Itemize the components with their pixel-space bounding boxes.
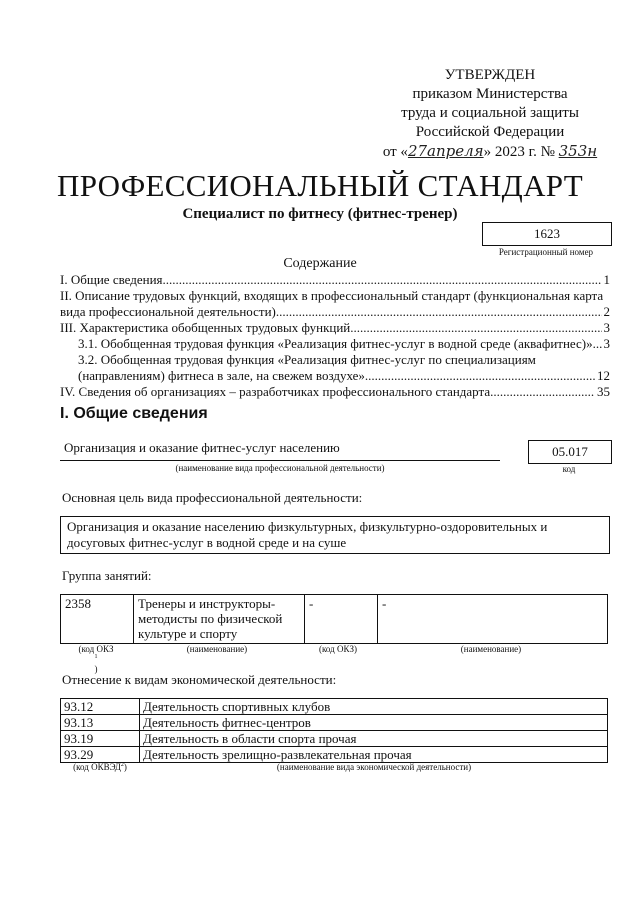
- table-row: 93.19 Деятельность в области спорта прочая: [61, 731, 608, 747]
- caption: (код ОКЗ): [319, 644, 357, 654]
- occupation-group-table: [60, 594, 608, 644]
- registration-number-label: Регистрационный номер: [498, 247, 594, 257]
- handwritten-month: апреля: [427, 142, 484, 160]
- economic-activity-captions: [60, 762, 608, 772]
- table-row: 93.29 Деятельность зрелищно-развлекательная прочая: [61, 747, 608, 763]
- table-row: [61, 595, 608, 644]
- occupation-group-label: Группа занятий:: [62, 568, 152, 583]
- table-cell: -: [378, 595, 608, 644]
- approval-date-line: от «27апреля» 2023 г. № 353н: [382, 142, 598, 160]
- toc-item[interactable]: 3.2. Обобщенная трудовая функция «Реализация фитнес-услуг по специализациям (направлениям) фитнеса в зале, на свежем воздухе» ..... 12: [60, 352, 610, 384]
- table-cell: -: [305, 595, 378, 644]
- divider: [60, 460, 500, 461]
- approval-title: УТВЕРЖДЕН: [444, 67, 536, 83]
- toc-item[interactable]: I. Общие сведения ..... 1: [60, 272, 610, 288]
- table-of-contents: [60, 272, 610, 400]
- approval-block: [380, 66, 600, 162]
- activity-kind-caption: (наименование вида профессиональной деятельности): [175, 463, 385, 473]
- caption: (наименование вида экономической деятельности): [276, 762, 472, 772]
- caption: (наименование): [186, 644, 248, 654]
- table-row: 93.13 Деятельность фитнес-центров: [61, 715, 608, 731]
- toc-item[interactable]: 3.1. Обобщенная трудовая функция «Реализация фитнес-услуг в водной среде (аквафитнес)» ..... 3: [60, 336, 610, 352]
- document-title: ПРОФЕССИОНАЛЬНЫЙ СТАНДАРТ: [57, 168, 583, 203]
- activity-code-caption: код: [562, 464, 576, 474]
- activity-kind: Организация и оказание фитнес-услуг населению: [64, 440, 340, 455]
- handwritten-order-number: 353н: [558, 142, 598, 160]
- table-cell: 2358: [61, 595, 134, 644]
- caption: (код ОКВЭД$^2$): [73, 762, 127, 772]
- table-row: 93.12 Деятельность спортивных клубов: [61, 699, 608, 715]
- economic-activity-table: [60, 698, 608, 763]
- toc-heading: Содержание: [283, 256, 357, 271]
- approval-line: Российской Федерации: [415, 124, 565, 140]
- toc-item[interactable]: II. Описание трудовых функций, входящих в профессиональный стандарт (функциональная карта вида профессиональной деятельности) ..... 2: [60, 288, 610, 320]
- goal-label: Основная цель вида профессиональной деятельности:: [62, 490, 363, 505]
- handwritten-day: 27: [407, 142, 428, 160]
- occupation-group-captions: [60, 644, 608, 674]
- goal-text-box: Организация и оказание населению физкультурных, физкультурно-оздоровительных и досуговых фитнес-услуг в водной среде и на суше: [60, 516, 610, 554]
- caption: (наименование): [460, 644, 522, 654]
- economic-activity-label: Отнесение к видам экономической деятельности:: [62, 672, 337, 687]
- registration-number-box: 1623: [482, 222, 612, 246]
- table-cell: Тренеры и инструкторы-методисты по физической культуре и спорту: [134, 595, 305, 644]
- approval-line: труда и социальной защиты: [401, 105, 579, 121]
- toc-item[interactable]: III. Характеристика обобщенных трудовых функций ..... 3: [60, 320, 610, 336]
- section-heading: I. Общие сведения: [60, 405, 208, 422]
- toc-item[interactable]: IV. Сведения об организациях – разработчиках профессионального стандарта ..... 35: [60, 384, 610, 400]
- document-subtitle: Специалист по фитнесу (фитнес-тренер): [182, 206, 458, 222]
- approval-line: приказом Министерства: [412, 86, 568, 102]
- activity-code-box: 05.017: [528, 440, 612, 464]
- caption: (код ОКЗ $^1$ ): [78, 644, 114, 674]
